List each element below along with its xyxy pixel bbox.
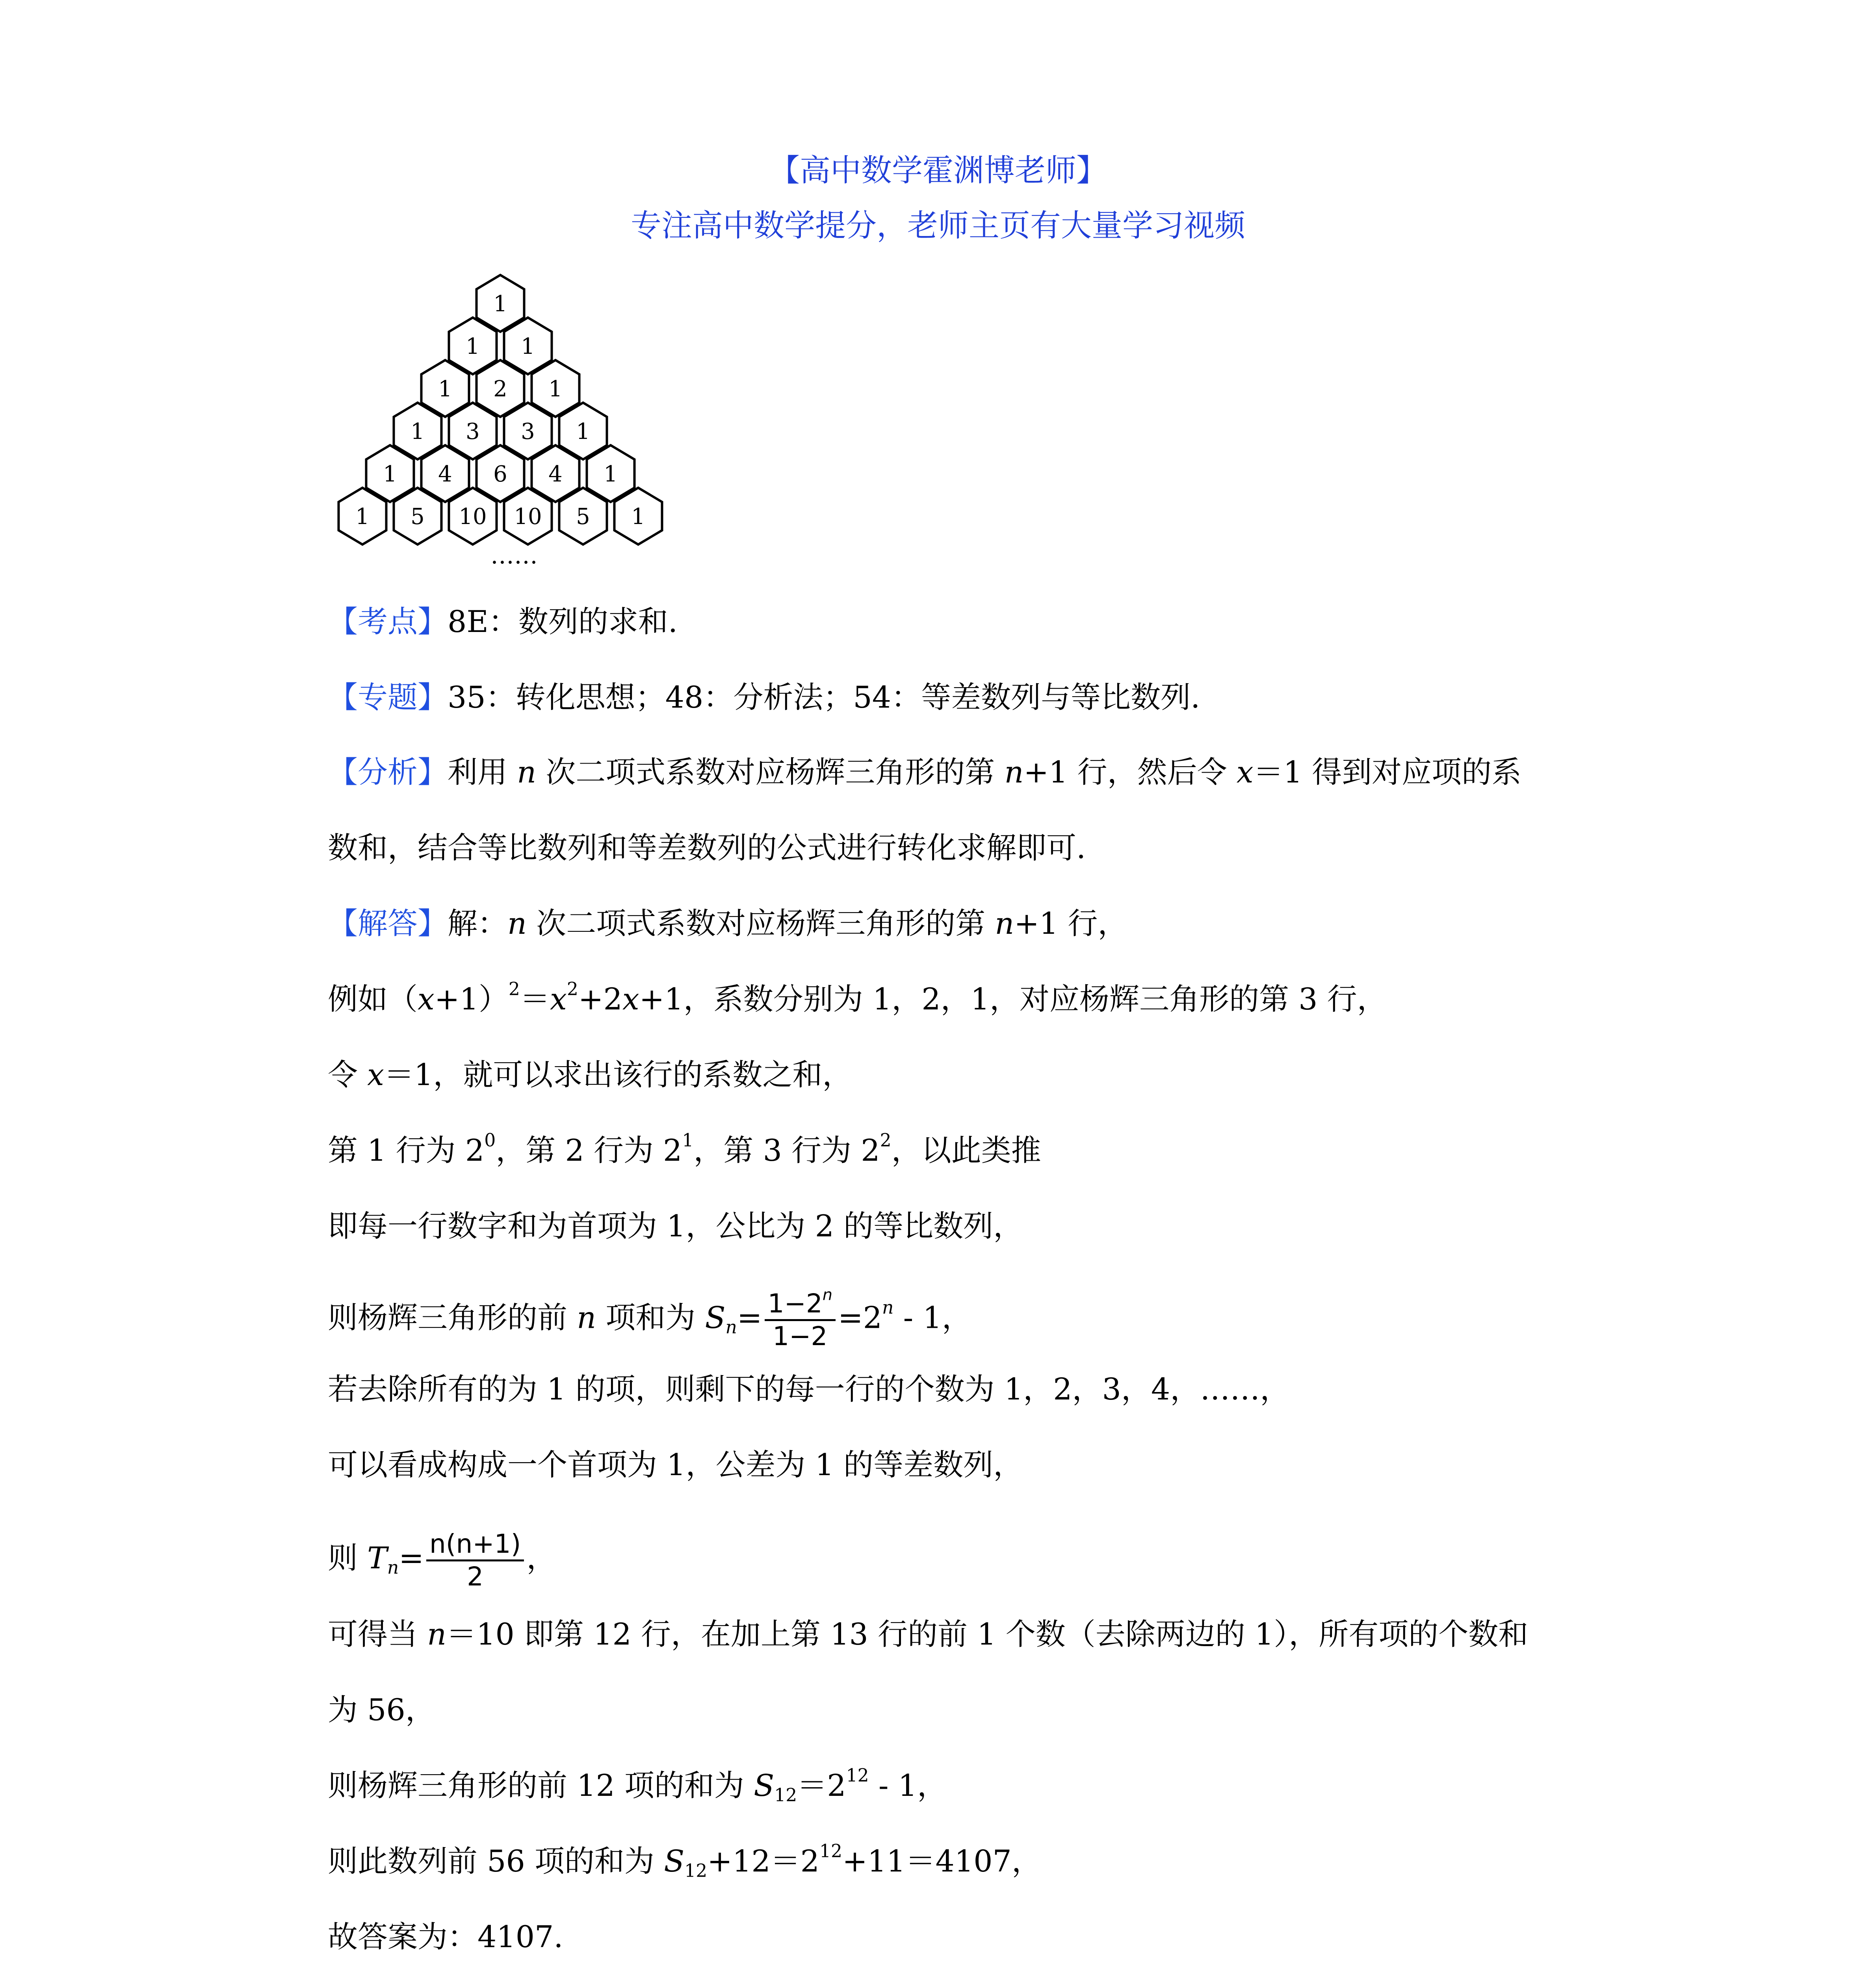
sn-line: 则杨辉三角形的前 n 项和为 $S_n=$ $\frac{1-2^n}{1-2}$ $=2^n - 1$， [328, 1286, 972, 1351]
answer-line: 故答案为：4107. [328, 1919, 563, 1954]
geometric-line: 即每一行数字和为首项为 1，公比为 2 的等比数列， [328, 1208, 1023, 1243]
ke-line-2: 为 56， [328, 1692, 435, 1727]
tn-fraction [426, 1529, 524, 1592]
hex-value: 1 [604, 461, 618, 487]
hex-cells [339, 275, 662, 545]
fenxi-text-a: 利用 [448, 755, 517, 790]
hex-value: 1 [438, 376, 452, 402]
row-text-d: ，以此类推 [891, 1133, 1041, 1168]
s56-text-c: +11＝4107， [842, 1844, 1042, 1879]
fenxi-text-b: 次二项式系数对应杨辉三角形的第 [536, 755, 1005, 790]
hex-value: 1 [521, 334, 535, 359]
example-text-b: +1） [434, 981, 509, 1017]
hex-value: 1 [631, 504, 645, 530]
zhuanti-text: 35：转化思想；48：分析法；54：等差数列与等比数列. [448, 680, 1200, 715]
hex-value: 1 [466, 334, 480, 359]
row-text-c: ，第 3 行为 2 [693, 1133, 880, 1168]
fenxi-text-d: ＝1 得到对应项的系 [1253, 755, 1522, 790]
arith-line: 可以看成构成一个首项为 1，公差为 1 的等差数列， [328, 1447, 1023, 1482]
sn-text-b: 项和为 [596, 1300, 705, 1335]
header-title: 【高中数学霍渊博老师】 [769, 153, 1107, 188]
ke-text-b: ＝10 即第 12 行，在加上第 13 行的前 1 个数（去除两边的 1），所有项的个数和 [446, 1617, 1529, 1652]
fenxi-line: 【分析】利用 n 次二项式系数对应杨辉三角形的第 n+1 行，然后令 x＝1 得到对应项的系 [328, 755, 1522, 790]
ling-text-b: ＝1，就可以求出该行的系数之和， [384, 1057, 853, 1092]
example-text-e: +1，系数分别为 1，2，1，对应杨辉三角形的第 3 行， [639, 981, 1387, 1017]
sn-fraction: $\frac{1-2^n}{1-2}$ [765, 1288, 836, 1352]
hex-value: 1 [383, 461, 397, 487]
s56-line: 则此数列前 56 项的和为 $S_{12}+12=2^{12}+11=4107$， [328, 1840, 1042, 1881]
tn-numerator: n(n+1) [426, 1529, 524, 1561]
pascal-triangle-figure [335, 272, 689, 571]
sn-text-c: =2 [838, 1300, 882, 1335]
hex-value: 5 [576, 504, 590, 530]
ke-text-a: 可得当 [328, 1617, 427, 1652]
example-line: 例如$(x+1)^2=x^2+2x+1$，系数分别为 1，2，1，对应杨辉三角形的第 3 行， [328, 978, 1387, 1017]
example-text-d: +2 [578, 981, 622, 1017]
hex-value: 10 [459, 504, 487, 530]
hex-value: 4 [548, 461, 563, 487]
fenxi-line-2: 数和，结合等比数列和等差数列的公式进行转化求解即可. [328, 830, 1086, 865]
hex-value: 6 [493, 461, 507, 487]
fenxi-tag: 【分析】 [328, 755, 448, 790]
jieda-line: 【解答】解：n 次二项式系数对应杨辉三角形的第 n+1 行， [328, 906, 1128, 941]
hex-value: 1 [493, 291, 507, 317]
hex-value: 3 [521, 419, 535, 444]
jieda-tag: 【解答】 [328, 906, 448, 941]
hex-value: 4 [438, 461, 452, 487]
hex-value: 5 [410, 504, 425, 530]
fenxi-text-c: +1 行，然后令 [1023, 755, 1237, 790]
hex-value: 1 [355, 504, 370, 530]
kaodian-text: 8E：数列的求和. [448, 604, 678, 639]
hex-value: 1 [548, 376, 563, 402]
s12-text-a: 则杨辉三角形的前 12 项的和为 [328, 1768, 754, 1803]
sn-denominator: 1−2 [773, 1321, 828, 1351]
s12-text-b: ＝2 [797, 1768, 846, 1803]
zhuanti-line [328, 678, 1200, 716]
row-sum-line: 第 1 行为 $2^0$，第 2 行为 $2^1$，第 3 行为 $2^2$，以此类推 [328, 1130, 1041, 1168]
header-subtitle: 专注高中数学提分，老师主页有大量学习视频 [630, 208, 1245, 243]
ling-text-a: 令 [328, 1057, 368, 1092]
jieda-text-a: 解： [448, 906, 507, 941]
hex-value: 1 [410, 419, 425, 444]
s12-text-c: - 1， [869, 1768, 947, 1803]
jieda-text-b: 次二项式系数对应杨辉三角形的第 [526, 906, 995, 941]
tn-text-a: 则 [328, 1540, 368, 1576]
row-text-b: ，第 2 行为 2 [496, 1133, 682, 1168]
tn-line: 则 $T_n=$ $\frac{n(n+1)}{2}$ ， [328, 1529, 557, 1592]
tn-text-end: ， [526, 1540, 557, 1576]
kaodian-tag: 【考点】 [328, 604, 448, 639]
figure-dots: …… [490, 542, 538, 569]
sn-numerator: 1−2 [767, 1288, 823, 1319]
kaodian-line [328, 603, 678, 641]
s56-text-a: 则此数列前 56 项的和为 [328, 1844, 664, 1879]
zhuanti-tag: 【专题】 [328, 680, 448, 715]
hex-value: 1 [576, 419, 590, 444]
ling-line: 令 x＝1，就可以求出该行的系数之和， [328, 1057, 853, 1092]
row-text-a: 第 1 行为 2 [328, 1133, 485, 1168]
hex-value: 10 [514, 504, 542, 530]
tn-denominator: 2 [467, 1561, 484, 1592]
example-text-c: ＝ [520, 981, 550, 1017]
sn-text-a: 则杨辉三角形的前 [328, 1300, 577, 1335]
s56-text-b: +12＝2 [707, 1844, 820, 1879]
example-text-a: 例如（ [328, 981, 418, 1017]
remove-line: 若去除所有的为 1 的项，则剩下的每一行的个数为 1，2，3，4，……， [328, 1372, 1290, 1407]
hex-value: 3 [466, 419, 480, 444]
s12-line: 则杨辉三角形的前 12 项的和为 $S_{12}=2^{12} - 1$， [328, 1765, 947, 1806]
hex-value: 2 [493, 376, 507, 402]
jieda-text-c: +1 行， [1014, 906, 1128, 941]
ke-line: 可得当 n＝10 即第 12 行，在加上第 13 行的前 1 个数（去除两边的 1），所有项的个数和 [328, 1617, 1529, 1652]
sn-text-d: - 1， [893, 1300, 972, 1335]
